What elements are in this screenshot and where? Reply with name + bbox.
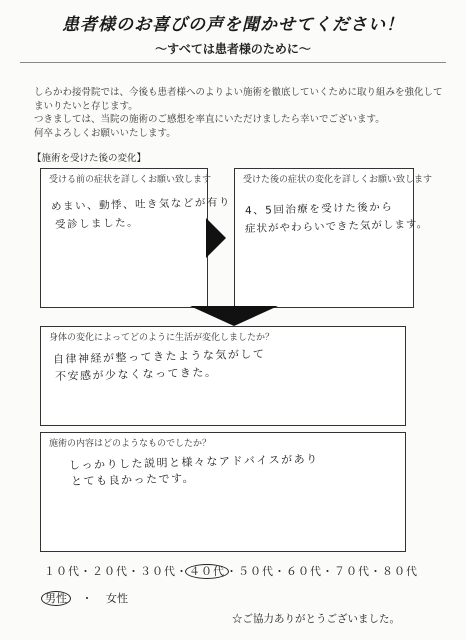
age-options-after: ・５０代・６０代・７０代・８０代 bbox=[226, 565, 418, 578]
gender-selected: 男性 bbox=[41, 591, 71, 606]
intro-line: つきましては、当院の施術のご感想を率直にいただけましたら幸いでございます。 bbox=[34, 114, 385, 125]
gender-other: 女性 bbox=[106, 592, 128, 605]
arrow-down-icon bbox=[190, 306, 278, 326]
thanks-note: ☆ご協力ありがとうございました。 bbox=[232, 613, 400, 625]
life-change-box bbox=[40, 326, 406, 426]
gender-separator: ・ bbox=[81, 592, 93, 605]
treatment-label: 施術の内容はどのようなものでしたか？ bbox=[49, 439, 212, 449]
intro-line: しらかわ接骨院では、今後も患者様へのよりよい施術を徹底していくために取り組みを強化して bbox=[34, 87, 443, 98]
treatment-answer-line: とても良かったです。 bbox=[70, 471, 196, 488]
section-label: 【施術を受けた後の変化】 bbox=[32, 153, 147, 164]
after-symptoms-box bbox=[234, 168, 433, 308]
after-answer-line: 症状がやわらいできた気がします。 bbox=[244, 218, 429, 235]
intro-line: まいりたいと存じます。 bbox=[34, 100, 138, 112]
arrow-right-icon bbox=[206, 218, 226, 258]
gender-options bbox=[44, 590, 128, 606]
page-title: 患者様のお喜びの声を聞かせてください！ bbox=[62, 15, 404, 35]
page-subtitle: ～すべては患者様のために～ bbox=[155, 42, 311, 56]
before-answer-line: 受診しました。 bbox=[54, 216, 140, 231]
life-answer-line: 自律神経が整ってきたような気がして bbox=[52, 347, 266, 366]
life-answer-line: 不安感が少なくなってきた。 bbox=[54, 365, 218, 383]
before-symptoms-box bbox=[40, 168, 232, 308]
intro-text bbox=[34, 86, 444, 140]
age-selected: ４０代 bbox=[185, 564, 229, 579]
before-symptoms-label: 受ける前の症状を詳しくお願い致します bbox=[49, 175, 212, 185]
intro-line: 何卒よろしくお願いいたします。 bbox=[34, 127, 176, 139]
life-change-label: 身体の変化によってどのように生活が変化しましたか？ bbox=[49, 333, 275, 343]
age-options-before: １０代・２０代・３０代・ bbox=[44, 565, 188, 578]
before-answer-line: めまい、動悸、吐き気などが有り bbox=[50, 196, 232, 213]
age-options bbox=[44, 563, 418, 579]
treatment-answer-line: しっかりした説明と様々なアドバイスがあり bbox=[68, 452, 319, 472]
after-answer-line: 4、5回治療を受けた後から bbox=[244, 201, 394, 217]
after-symptoms-label: 受けた後の症状の変化を詳しくお願い致します bbox=[243, 175, 433, 185]
divider bbox=[20, 62, 446, 63]
treatment-box bbox=[40, 432, 406, 552]
